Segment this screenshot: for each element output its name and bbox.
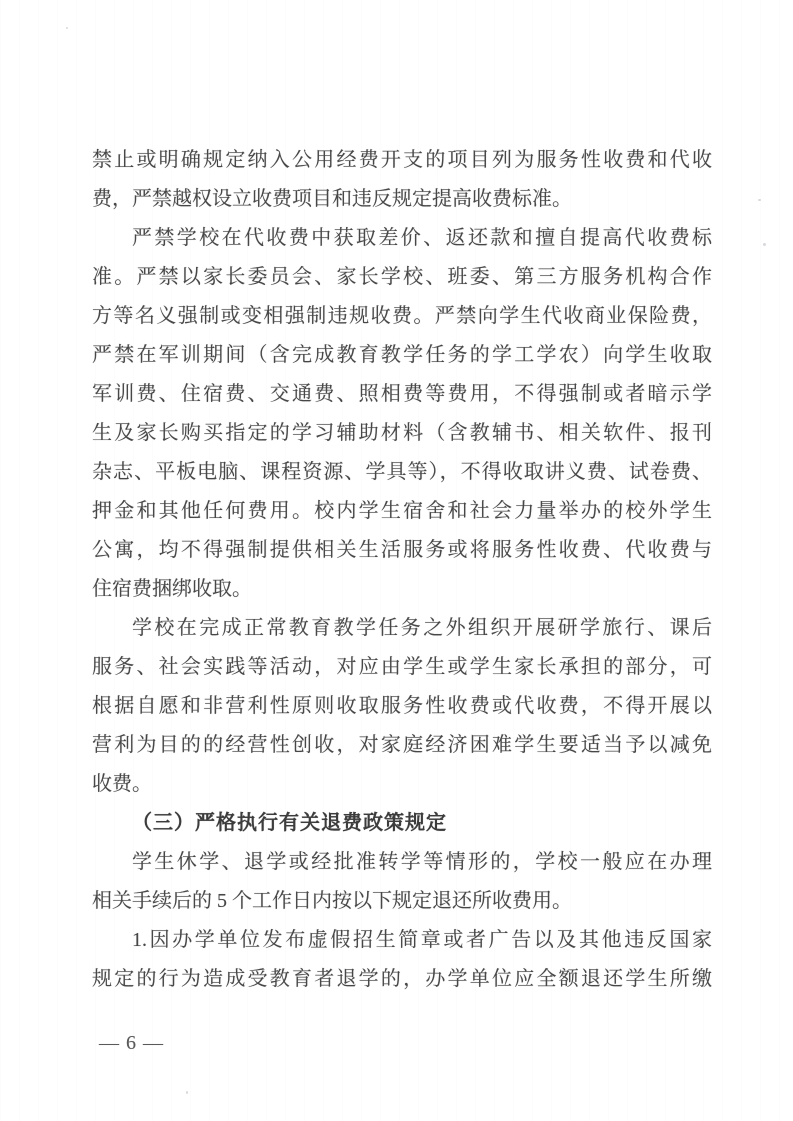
text-line: 相关手续后的 5 个工作日内按以下规定退还所收费用。 bbox=[92, 890, 572, 912]
text-line: 押金和其他任何费用。校内学生宿舍和社会力量举办的校外学生 bbox=[92, 500, 712, 522]
text-line: 规定的行为造成受教育者退学的，办学单位应全额退还学生所缴 bbox=[92, 968, 712, 990]
section-heading: （三）严格执行有关退费政策规定 bbox=[132, 812, 447, 834]
text-line: 严禁学校在代收费中获取差价、返还款和擅自提高代收费标 bbox=[132, 227, 712, 249]
text-line: 收费。 bbox=[92, 773, 152, 795]
text-line: 学生休学、退学或经批准转学等情形的，学校一般应在办理 bbox=[132, 851, 712, 873]
text-line: 住宿费捆绑收取。 bbox=[92, 578, 252, 600]
scan-speck bbox=[763, 243, 766, 246]
text-line: 禁止或明确规定纳入公用经费开支的项目列为服务性收费和代收 bbox=[92, 149, 712, 171]
text-line: 营利为目的的经营性创收，对家庭经济困难学生要适当予以减免 bbox=[92, 734, 712, 756]
page-number: — 6 — bbox=[99, 1032, 164, 1054]
text-line: 生及家长购买指定的学习辅助材料（含教辅书、相关软件、报刊 bbox=[92, 422, 712, 444]
text-line: 准。严禁以家长委员会、家长学校、班委、第三方服务机构合作 bbox=[92, 266, 712, 288]
scan-speck bbox=[758, 199, 761, 201]
text-line: 公寓，均不得强制提供相关生活服务或将服务性收费、代收费与 bbox=[92, 539, 712, 561]
text-line: 费，严禁越权设立收费项目和违反规定提高收费标准。 bbox=[92, 188, 572, 210]
text-line: 严禁在军训期间（含完成教育教学任务的学工学农）向学生收取 bbox=[92, 344, 712, 366]
document-body bbox=[92, 141, 712, 999]
text-line: 杂志、平板电脑、课程资源、学具等），不得收取讲义费、试卷费、 bbox=[92, 461, 712, 483]
text-line: 军训费、住宿费、交通费、照相费等费用，不得强制或者暗示学 bbox=[92, 383, 712, 405]
text-line: 学校在完成正常教育教学任务之外组织开展研学旅行、课后 bbox=[132, 617, 712, 639]
scan-speck bbox=[186, 1091, 188, 1094]
text-line: 根据自愿和非营利性原则收取服务性收费或代收费，不得开展以 bbox=[92, 695, 712, 717]
scan-speck bbox=[66, 27, 68, 29]
text-line: 服务、社会实践等活动，对应由学生或学生家长承担的部分，可 bbox=[92, 656, 712, 678]
text-line: 1.因办学单位发布虚假招生简章或者广告以及其他违反国家 bbox=[132, 929, 712, 951]
text-line: 方等名义强制或变相强制违规收费。严禁向学生代收商业保险费， bbox=[92, 305, 712, 327]
